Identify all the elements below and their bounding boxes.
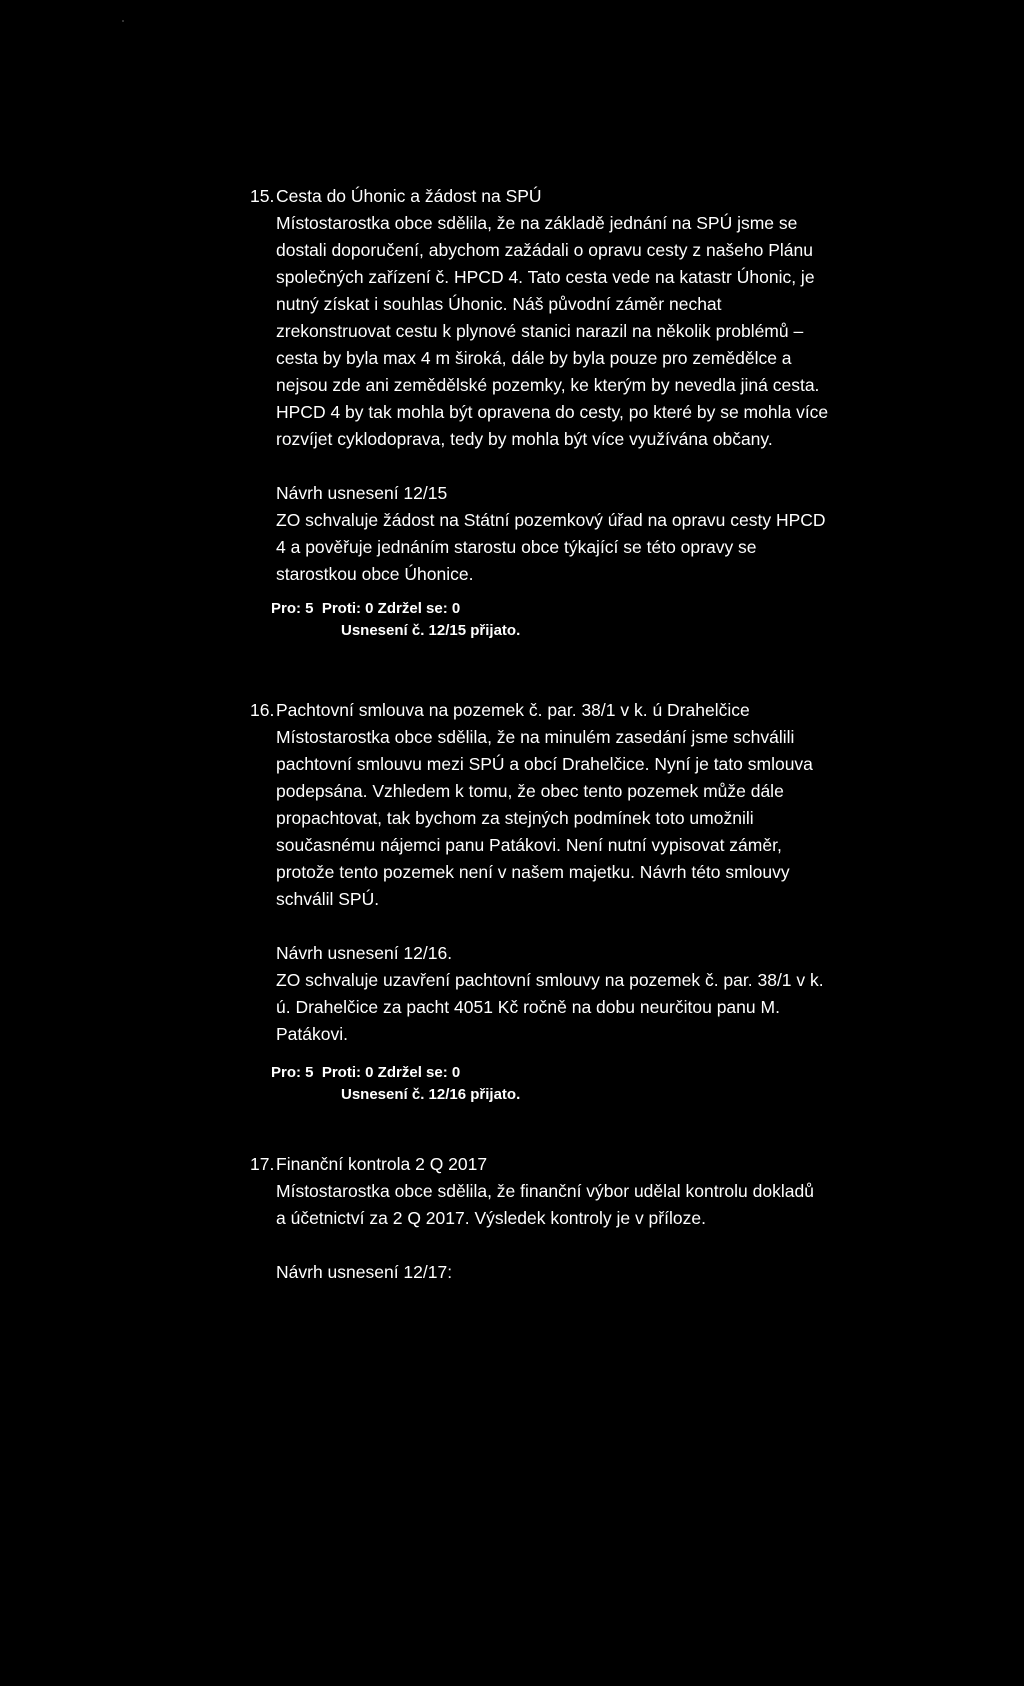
vote-count: Pro: 5 Proti: 0 Zdržel se: 0 [271, 1064, 461, 1081]
section-number: 17. [250, 1154, 275, 1174]
section-text: Místostarostka obce sdělila, že na základě jednání na SPÚ jsme se dostali doporučení, abychom zažádali o opravu cesty z našeho Plánu společných zařízení č. HPCD 4. Tato cesta vede na katastr Úhonic, je nutný získat i souhlas Úhonic. Náš původní záměr nechat zrekonstruovat cestu k plynové stanici narazil na několik problémů – cesta by byla max 4 m široká, dále by byla pouze pro zemědělce a nejsou zde ani zemědělské pozemky, ke kterým by nevedla jiná cesta. HPCD 4 by tak mohla být opravena do cesty, po které by se mohla více rozvíjet cyklodoprava, tedy by mohla být více využívána občany. [276, 213, 829, 449]
proposal-text: ZO schvaluje uzavření pachtovní smlouvy na pozemek č. par. 38/1 v k. ú. Drahelčice za pacht 4051 Kč ročně na dobu neurčitou panu M. Patákovi. [276, 970, 824, 1044]
proposal-text: ZO schvaluje žádost na Státní pozemkový úřad na opravu cesty HPCD 4 a pověřuje jednáním starostu obce týkající se této opravy se starostkou obce Úhonice. [276, 510, 826, 584]
section-17 [250, 1151, 896, 1286]
section-text: Místostarostka obce sdělila, že finanční výbor udělal kontrolu dokladů a účetnictví za 2 Q 2017. Výsledek kontroly je v příloze. [276, 1181, 814, 1228]
section-title: Finanční kontrola 2 Q 2017 [276, 1154, 488, 1174]
section-number: 15. [250, 186, 275, 206]
resolution-result: Usnesení č. 12/16 přijato. [341, 1086, 521, 1103]
section-number: 16. [250, 700, 275, 720]
section-15 [250, 183, 896, 642]
scan-speck [122, 20, 124, 22]
proposal-title: Návrh usnesení 12/15 [276, 483, 448, 503]
section-heading [250, 1151, 896, 1178]
section-heading [250, 697, 896, 724]
proposal-title: Návrh usnesení 12/16. [276, 943, 453, 963]
section-title: Cesta do Úhonic a žádost na SPÚ [276, 186, 542, 206]
proposal-title: Návrh usnesení 12/17: [276, 1262, 453, 1282]
section-text: Místostarostka obce sdělila, že na minulém zasedání jsme schválili pachtovní smlouvu mezi SPÚ a obcí Drahelčice. Nyní je tato smlouva podepsána. Vzhledem k tomu, že obec tento pozemek může dále propachtovat, tak bychom za stejných podmínek toto umožnili současnému nájemci panu Patákovi. Není nutní vypisovat záměr, protože tento pozemek není v našem majetku. Návrh této smlouvy schválil SPÚ. [276, 727, 813, 909]
section-16 [250, 697, 896, 1106]
vote-count: Pro: 5 Proti: 0 Zdržel se: 0 [271, 600, 461, 617]
resolution-result: Usnesení č. 12/15 přijato. [341, 622, 521, 639]
section-heading [250, 183, 896, 210]
section-title: Pachtovní smlouva na pozemek č. par. 38/1 v k. ú Drahelčice [276, 700, 750, 720]
